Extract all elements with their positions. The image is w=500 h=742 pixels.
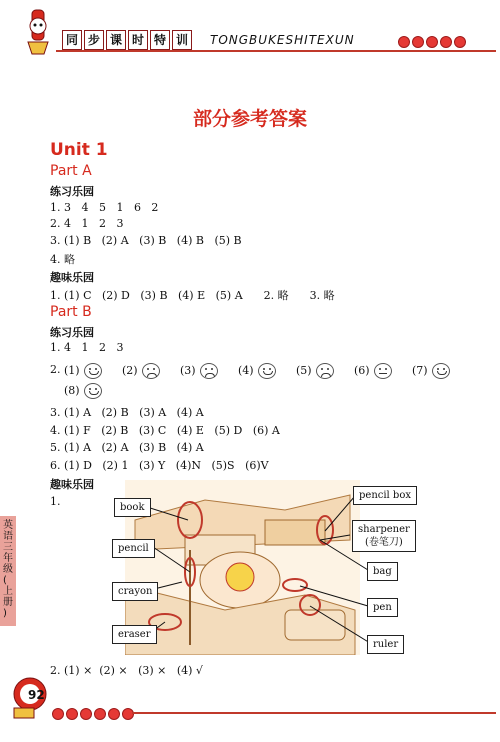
face-number: (2)	[122, 364, 138, 377]
face-number: (1)	[64, 364, 80, 377]
answer-line: 4. 略	[50, 253, 75, 266]
answer-line: 1. (1) C (2) D (3) B (4) E (5) A 2. 略 3. 略	[50, 289, 335, 302]
part-b-section-fun: 趣味乐园	[50, 478, 94, 491]
label-crayon: crayon	[112, 582, 158, 601]
label-sharpener-en: sharpener	[358, 524, 410, 535]
header-chip: 同	[62, 30, 82, 50]
label-bag: bag	[367, 562, 398, 581]
answer-line: 4. (1) F (2) B (3) C (4) E (5) D (6) A	[50, 424, 280, 437]
header-chip: 训	[172, 30, 192, 50]
unit-heading: Unit 1	[50, 140, 108, 160]
label-pen: pen	[367, 598, 398, 617]
page-number: 92	[28, 688, 45, 702]
face-number: (8)	[64, 384, 80, 397]
answer-line: 1. 3 4 5 1 6 2	[50, 201, 159, 214]
label-eraser: eraser	[112, 625, 157, 644]
part-a-heading: Part A	[50, 163, 92, 179]
label-pencil-box: pencil box	[353, 486, 417, 505]
answer-line: 2. 4 1 2 3	[50, 217, 124, 230]
face-number: (7)	[412, 364, 428, 377]
answer-line: 2. (1) × (2) × (3) × (4) √	[50, 664, 203, 677]
answer-line: 1. 4 1 2 3	[50, 341, 124, 354]
footer-rule	[132, 712, 496, 714]
answer-line: 6. (1) D (2) 1 (3) Y (4)N (5)S (6)V	[50, 459, 269, 472]
question-number: 1.	[50, 495, 61, 508]
answer-line: 3. (1) A (2) B (3) A (4) A	[50, 406, 204, 419]
label-pencil: pencil	[112, 539, 155, 558]
part-a-section-fun: 趣味乐园	[50, 271, 94, 284]
header-chip: 特	[150, 30, 170, 50]
face-number: (3)	[180, 364, 196, 377]
faces-prefix: 2.	[50, 363, 61, 376]
header-chip: 课	[106, 30, 126, 50]
header-chip: 步	[84, 30, 104, 50]
label-ruler: ruler	[367, 635, 404, 654]
face-number: (4)	[238, 364, 254, 377]
part-b-section-practice: 练习乐园	[50, 326, 94, 339]
part-a-section-practice: 练习乐园	[50, 185, 94, 198]
answer-line: 5. (1) A (2) A (3) B (4) A	[50, 441, 204, 454]
side-tab-text: 英语三年级(上册)	[3, 520, 13, 619]
label-sharpener	[352, 520, 416, 552]
label-book: book	[114, 498, 151, 517]
header-chip: 时	[128, 30, 148, 50]
face-number: (5)	[296, 364, 312, 377]
label-sharpener-cn: (卷笔刀)	[364, 537, 403, 548]
header-pinyin: TONGBUKESHITEXUN	[210, 33, 355, 47]
part-b-heading: Part B	[50, 304, 92, 320]
answer-line: 3. (1) B (2) A (3) B (4) B (5) B	[50, 234, 242, 247]
page-title: 部分参考答案	[192, 108, 307, 130]
face-number: (6)	[354, 364, 370, 377]
